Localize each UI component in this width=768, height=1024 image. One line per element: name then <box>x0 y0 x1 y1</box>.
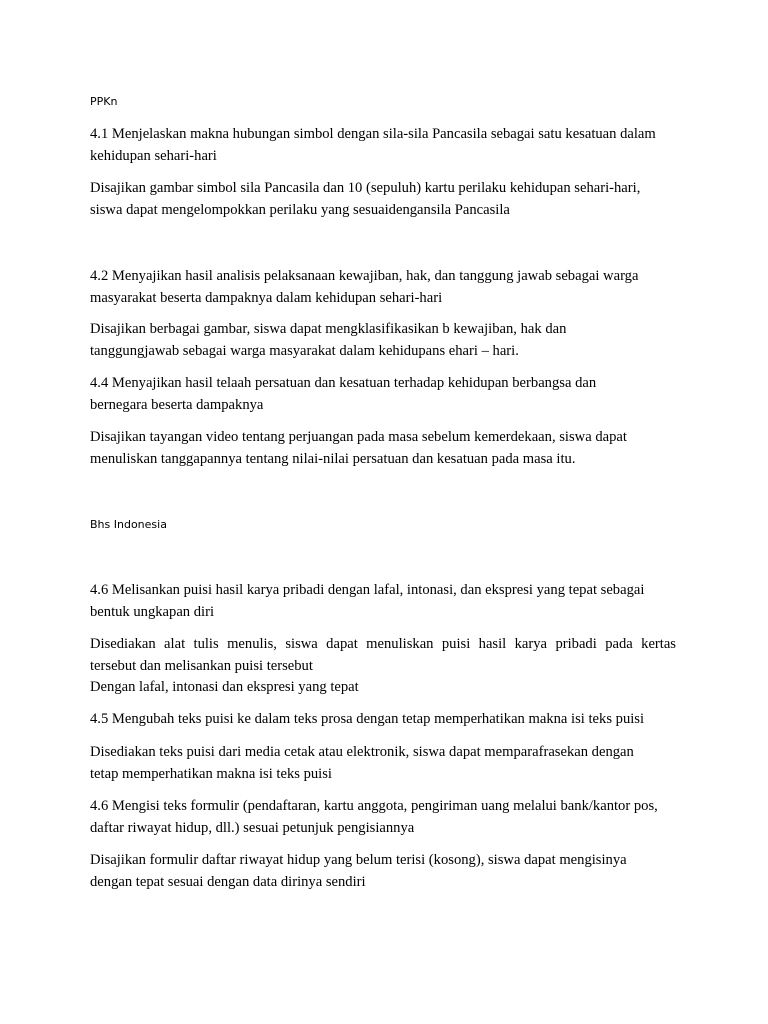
competency-4-2: 4.2 Menyajikan hasil analisis pelaksanaan kewajiban, hak, dan tanggung jawab sebagai warga masyarakat beserta dampaknya dalam kehidupan sehari-hari <box>90 268 639 306</box>
competency-4-1: 4.1 Menjelaskan makna hubungan simbol dengan sila-sila Pancasila sebagai satu kesatuan dalam kehidupan sehari-hari <box>90 126 656 164</box>
document-page <box>90 0 680 1024</box>
section-title-ppkn: PPKn <box>90 95 118 108</box>
competency-4-6-formulir: 4.6 Mengisi teks formulir (pendaftaran, kartu anggota, pengiriman uang melalui bank/kantor pos, daftar riwayat hidup, dll.) sesuai petunjuk pengisiannya <box>90 798 658 836</box>
indicator-4-6-formulir: Disajikan formulir daftar riwayat hidup yang belum terisi (kosong), siswa dapat mengisinya dengan tepat sesuai dengan data dirinya sendiri <box>90 852 627 890</box>
indicator-4-4: Disajikan tayangan video tentang perjuangan pada masa sebelum kemerdekaan, siswa dapat menuliskan tanggapannya tentang nilai-nilai persatuan dan kesatuan pada masa itu. <box>90 429 627 467</box>
competency-4-6-puisi: 4.6 Melisankan puisi hasil karya pribadi dengan lafal, intonasi, dan ekspresi yang tepat sebagai bentuk ungkapan diri <box>90 582 645 620</box>
competency-4-5: 4.5 Mengubah teks puisi ke dalam teks prosa dengan tetap memperhatikan makna isi teks puisi <box>90 711 645 727</box>
indicator-4-5: Disediakan teks puisi dari media cetak atau elektronik, siswa dapat memparafrasekan dengan tetap memperhatikan makna isi teks puisi <box>90 744 634 782</box>
indicator-4-6-puisi: Disediakan alat tulis menulis, siswa dapat menuliskan puisi hasil karya pribadi pada kertas tersebut dan melisankan puisi tersebut Dengan lafal, intonasi dan ekspresi yang tepat <box>90 636 676 695</box>
indicator-4-1: Disajikan gambar simbol sila Pancasila dan 10 (sepuluh) kartu perilaku kehidupan sehari-hari, siswa dapat mengelompokkan perilaku yang sesuaidengansila Pancasila <box>90 180 641 218</box>
indicator-4-2: Disajikan berbagai gambar, siswa dapat mengklasifikasikan b kewajiban, hak dan tanggungjawab sebagai warga masyarakat dalam kehidupans ehari – hari. <box>90 321 567 359</box>
section-title-bhs-indonesia: Bhs Indonesia <box>90 518 167 531</box>
competency-4-4: 4.4 Menyajikan hasil telaah persatuan dan kesatuan terhadap kehidupan berbangsa dan bernegara beserta dampaknya <box>90 375 597 413</box>
